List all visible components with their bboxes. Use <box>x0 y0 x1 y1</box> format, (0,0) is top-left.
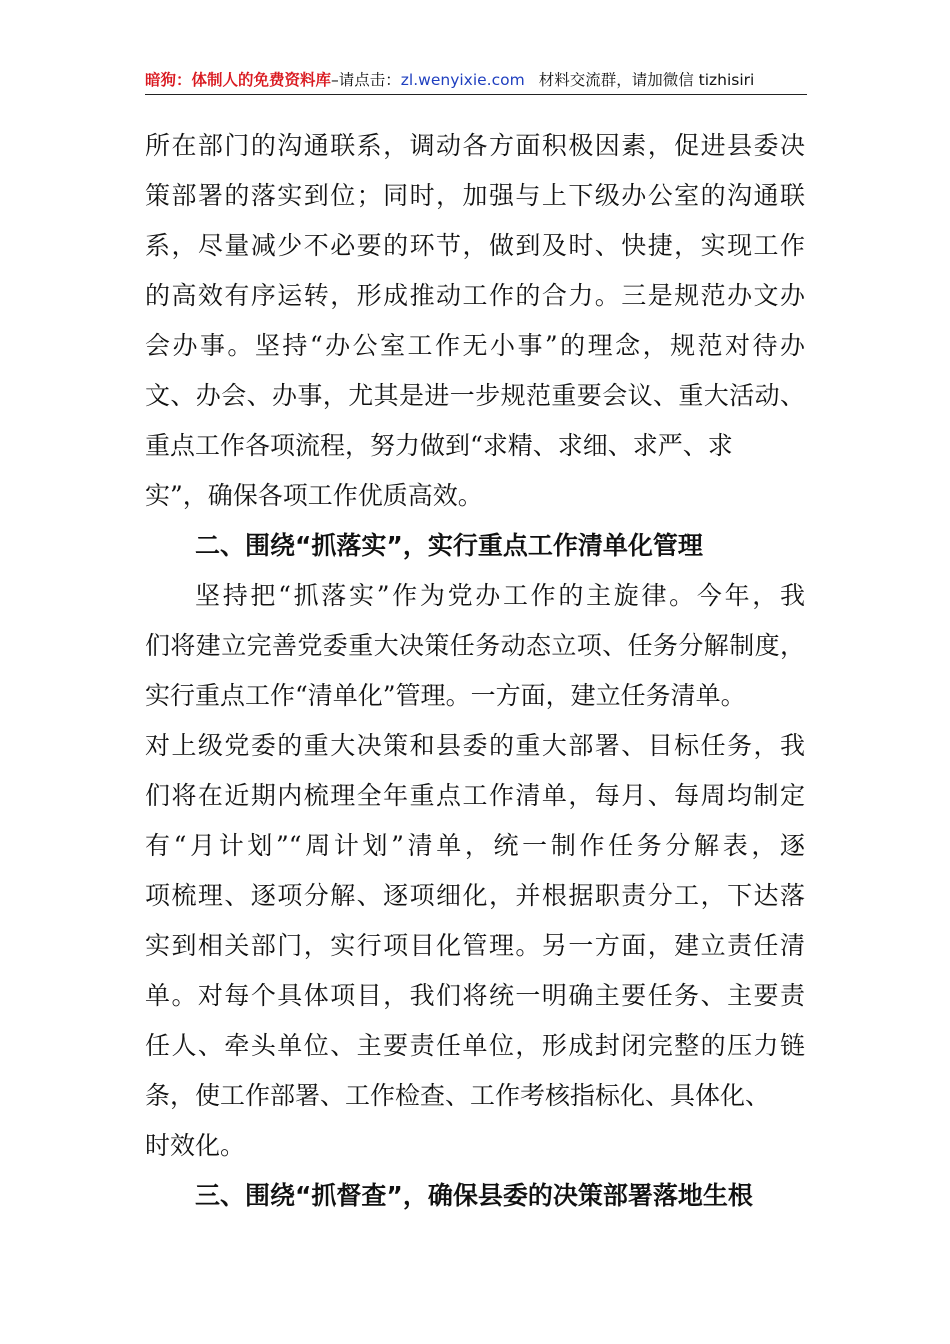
header-link[interactable]: zl.wenyixie.com <box>400 71 525 89</box>
body-line: 实行重点工作“清单化”管理。一方面，建立任务清单。 <box>145 681 746 710</box>
body-line: 文、办会、办事，尤其是进一步规范重要会议、重大活动、 <box>145 381 805 410</box>
header-contact: 材料交流群，请加微信 tizhisiri <box>538 71 755 89</box>
body-line: 策部署的落实到位；同时，加强与上下级办公室的沟通联 <box>145 181 805 210</box>
page-header <box>145 68 807 95</box>
body-line: 会办事。坚持“办公室工作无小事”的理念，规范对待办 <box>145 331 805 360</box>
section-heading-2: 二、围绕“抓落实”，实行重点工作清单化管理 <box>195 531 703 560</box>
body-line: 所在部门的沟通联系，调动各方面积极因素，促进县委决 <box>145 131 805 160</box>
body-line: 任人、牵头单位、主要责任单位，形成封闭完整的压力链 <box>145 1031 805 1060</box>
header-brand: 暗狗：体制人的免费资料库 <box>145 71 332 89</box>
section-heading-3: 三、围绕“抓督查”，确保县委的决策部署落地生根 <box>195 1181 753 1210</box>
body-line: 单。对每个具体项目，我们将统一明确主要任务、主要责 <box>145 981 805 1010</box>
body-line: 坚持把“抓落实”作为党办工作的主旋律。今年，我 <box>195 581 805 610</box>
body-line: 有“月计划”“周计划”清单，统一制作任务分解表，逐 <box>145 831 805 860</box>
body-line: 系，尽量减少不必要的环节，做到及时、快捷，实现工作 <box>145 231 805 260</box>
body-line: 重点工作各项流程，努力做到“求精、求细、求严、求 <box>145 431 733 460</box>
header-link-prefix: –请点击： <box>331 71 401 89</box>
body-line: 条，使工作部署、工作检查、工作考核指标化、具体化、 <box>145 1081 771 1110</box>
body-line: 们将建立完善党委重大决策任务动态立项、任务分解制度， <box>145 631 805 660</box>
body-line: 实到相关部门，实行项目化管理。另一方面，建立责任清 <box>145 931 805 960</box>
body-line: 实”，确保各项工作优质高效。 <box>145 481 483 510</box>
body-line: 对上级党委的重大决策和县委的重大部署、目标任务，我 <box>145 731 805 760</box>
body-line: 们将在近期内梳理全年重点工作清单，每月、每周均制定 <box>145 781 805 810</box>
body-line: 项梳理、逐项分解、逐项细化，并根据职责分工，下达落 <box>145 881 805 910</box>
body-line: 的高效有序运转，形成推动工作的合力。三是规范办文办 <box>145 281 805 310</box>
body-line: 时效化。 <box>145 1131 246 1160</box>
